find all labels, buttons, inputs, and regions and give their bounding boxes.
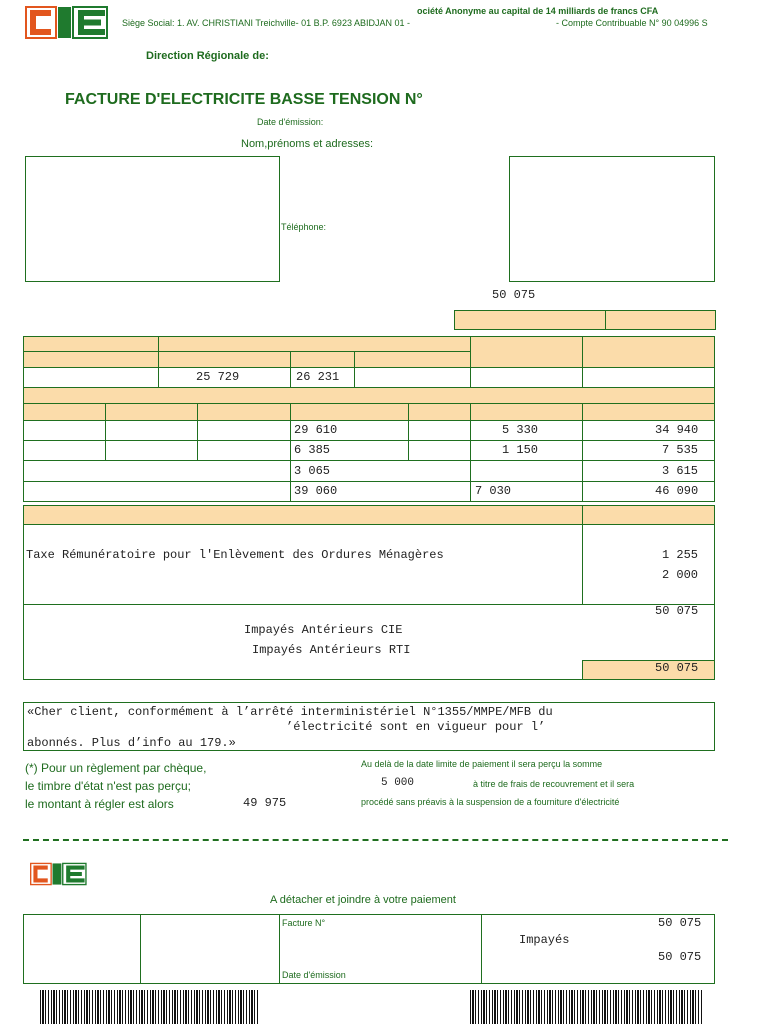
notice-line1: «Cher client, conformément à l’arrêté interministériel N°1355/MMPE/MFB du bbox=[27, 705, 553, 719]
late-amount: 5 000 bbox=[381, 777, 415, 789]
stub-impayes: Impayés bbox=[519, 933, 570, 947]
table-cell: 1 150 bbox=[502, 443, 539, 457]
cie-logo bbox=[25, 5, 110, 40]
table-cell: 3 065 bbox=[294, 464, 331, 478]
stub-amount2: 50 075 bbox=[658, 950, 702, 964]
divider bbox=[197, 403, 198, 461]
total-top: 50 075 bbox=[492, 288, 536, 302]
address-box-left bbox=[25, 156, 280, 282]
cheque-line3: le montant à régler est alors bbox=[25, 797, 174, 811]
stub-amount1: 50 075 bbox=[658, 916, 702, 930]
table-cell: 46 090 bbox=[655, 484, 699, 498]
late-line1: Au delà de la date limite de paiement il sera perçu la somme bbox=[361, 759, 603, 769]
divider bbox=[408, 403, 409, 461]
stub-facture-label: Facture N° bbox=[282, 918, 326, 928]
index-new: 26 231 bbox=[296, 370, 340, 384]
cheque-line1: (*) Pour un règlement par chèque, bbox=[25, 761, 207, 775]
divider bbox=[582, 505, 583, 605]
index-old: 25 729 bbox=[196, 370, 240, 384]
company-line: ociété Anonyme au capital de 14 milliards de francs CFA bbox=[417, 6, 659, 16]
divider bbox=[290, 351, 291, 388]
header-cell-b bbox=[605, 310, 716, 330]
cie-logo-icon bbox=[25, 5, 110, 40]
nom-label: Nom,prénoms et adresses: bbox=[241, 138, 374, 150]
table-cell: 7 030 bbox=[475, 484, 512, 498]
table1-header-right2 bbox=[582, 336, 715, 368]
divider bbox=[470, 336, 471, 388]
cie-logo-stub bbox=[30, 862, 88, 886]
tear-line bbox=[23, 839, 728, 841]
divider bbox=[105, 403, 106, 461]
date-emission-label: Date d'émission: bbox=[257, 117, 324, 127]
direction-regionale: Direction Régionale de: bbox=[146, 50, 269, 62]
telephone-label: Téléphone: bbox=[281, 222, 327, 232]
arrears-rti: Impayés Antérieurs RTI bbox=[252, 643, 411, 657]
page-title: FACTURE D'ELECTRICITE BASSE TENSION N° bbox=[65, 91, 423, 108]
divider bbox=[279, 914, 280, 984]
table-cell: 7 535 bbox=[662, 443, 699, 457]
table1-header-row2 bbox=[23, 351, 471, 368]
table-cell: 3 615 bbox=[662, 464, 699, 478]
total-due: 50 075 bbox=[655, 661, 699, 675]
cie-logo-stub-icon bbox=[30, 862, 88, 886]
arrears-subtotal: 50 075 bbox=[655, 604, 699, 618]
table1-header-right1 bbox=[470, 336, 583, 368]
late-line2: à titre de frais de recouvrement et il sera bbox=[473, 779, 635, 789]
stub-table bbox=[23, 914, 715, 984]
table2-header1 bbox=[23, 387, 715, 404]
table-cell: 39 060 bbox=[294, 484, 338, 498]
table2-header2 bbox=[23, 403, 715, 421]
divider bbox=[290, 403, 291, 502]
address-box-right bbox=[509, 156, 715, 282]
table1-header-row1 bbox=[23, 336, 471, 352]
notice-line2: ’électricité sont en vigueur pour l’ bbox=[286, 720, 546, 734]
table-cell: 34 940 bbox=[655, 423, 699, 437]
taxe-label: Taxe Rémunératoire pour l'Enlèvement des Ordures Ménagères bbox=[26, 548, 444, 562]
barcode-left bbox=[40, 990, 258, 1024]
siege-social: Siège Social: 1. AV. CHRISTIANI Treichville- 01 B.P. 6923 ABIDJAN 01 - bbox=[122, 18, 410, 28]
table-cell: 6 385 bbox=[294, 443, 331, 457]
header-cell-a bbox=[454, 310, 606, 330]
divider bbox=[23, 440, 715, 441]
cheque-amount: 49 975 bbox=[243, 796, 287, 810]
late-line3: procédé sans préavis à la suspension de a fourniture d'électricité bbox=[361, 797, 620, 807]
divider bbox=[23, 460, 715, 461]
taxe-value2: 2 000 bbox=[662, 568, 699, 582]
cheque-line2: le timbre d'état n'est pas perçu; bbox=[25, 779, 192, 793]
detach-instruction: A détacher et joindre à votre paiement bbox=[270, 894, 456, 906]
divider bbox=[470, 403, 471, 502]
compte-contribuable: - Compte Contribuable N° 90 04996 S bbox=[556, 18, 708, 28]
divider bbox=[582, 336, 583, 388]
divider bbox=[23, 481, 715, 482]
arrears-cie: Impayés Antérieurs CIE bbox=[244, 623, 403, 637]
divider bbox=[481, 914, 482, 984]
stub-date-label: Date d'émission bbox=[282, 970, 346, 980]
divider bbox=[582, 403, 583, 502]
divider bbox=[140, 914, 141, 984]
table-cell: 5 330 bbox=[502, 423, 539, 437]
taxe-value1: 1 255 bbox=[662, 548, 699, 562]
table-cell: 29 610 bbox=[294, 423, 338, 437]
barcode-right bbox=[470, 990, 702, 1024]
divider bbox=[158, 336, 159, 388]
taxes-header bbox=[23, 505, 715, 525]
notice-line3: abonnés. Plus d’info au 179.» bbox=[27, 736, 236, 750]
divider bbox=[354, 351, 355, 388]
